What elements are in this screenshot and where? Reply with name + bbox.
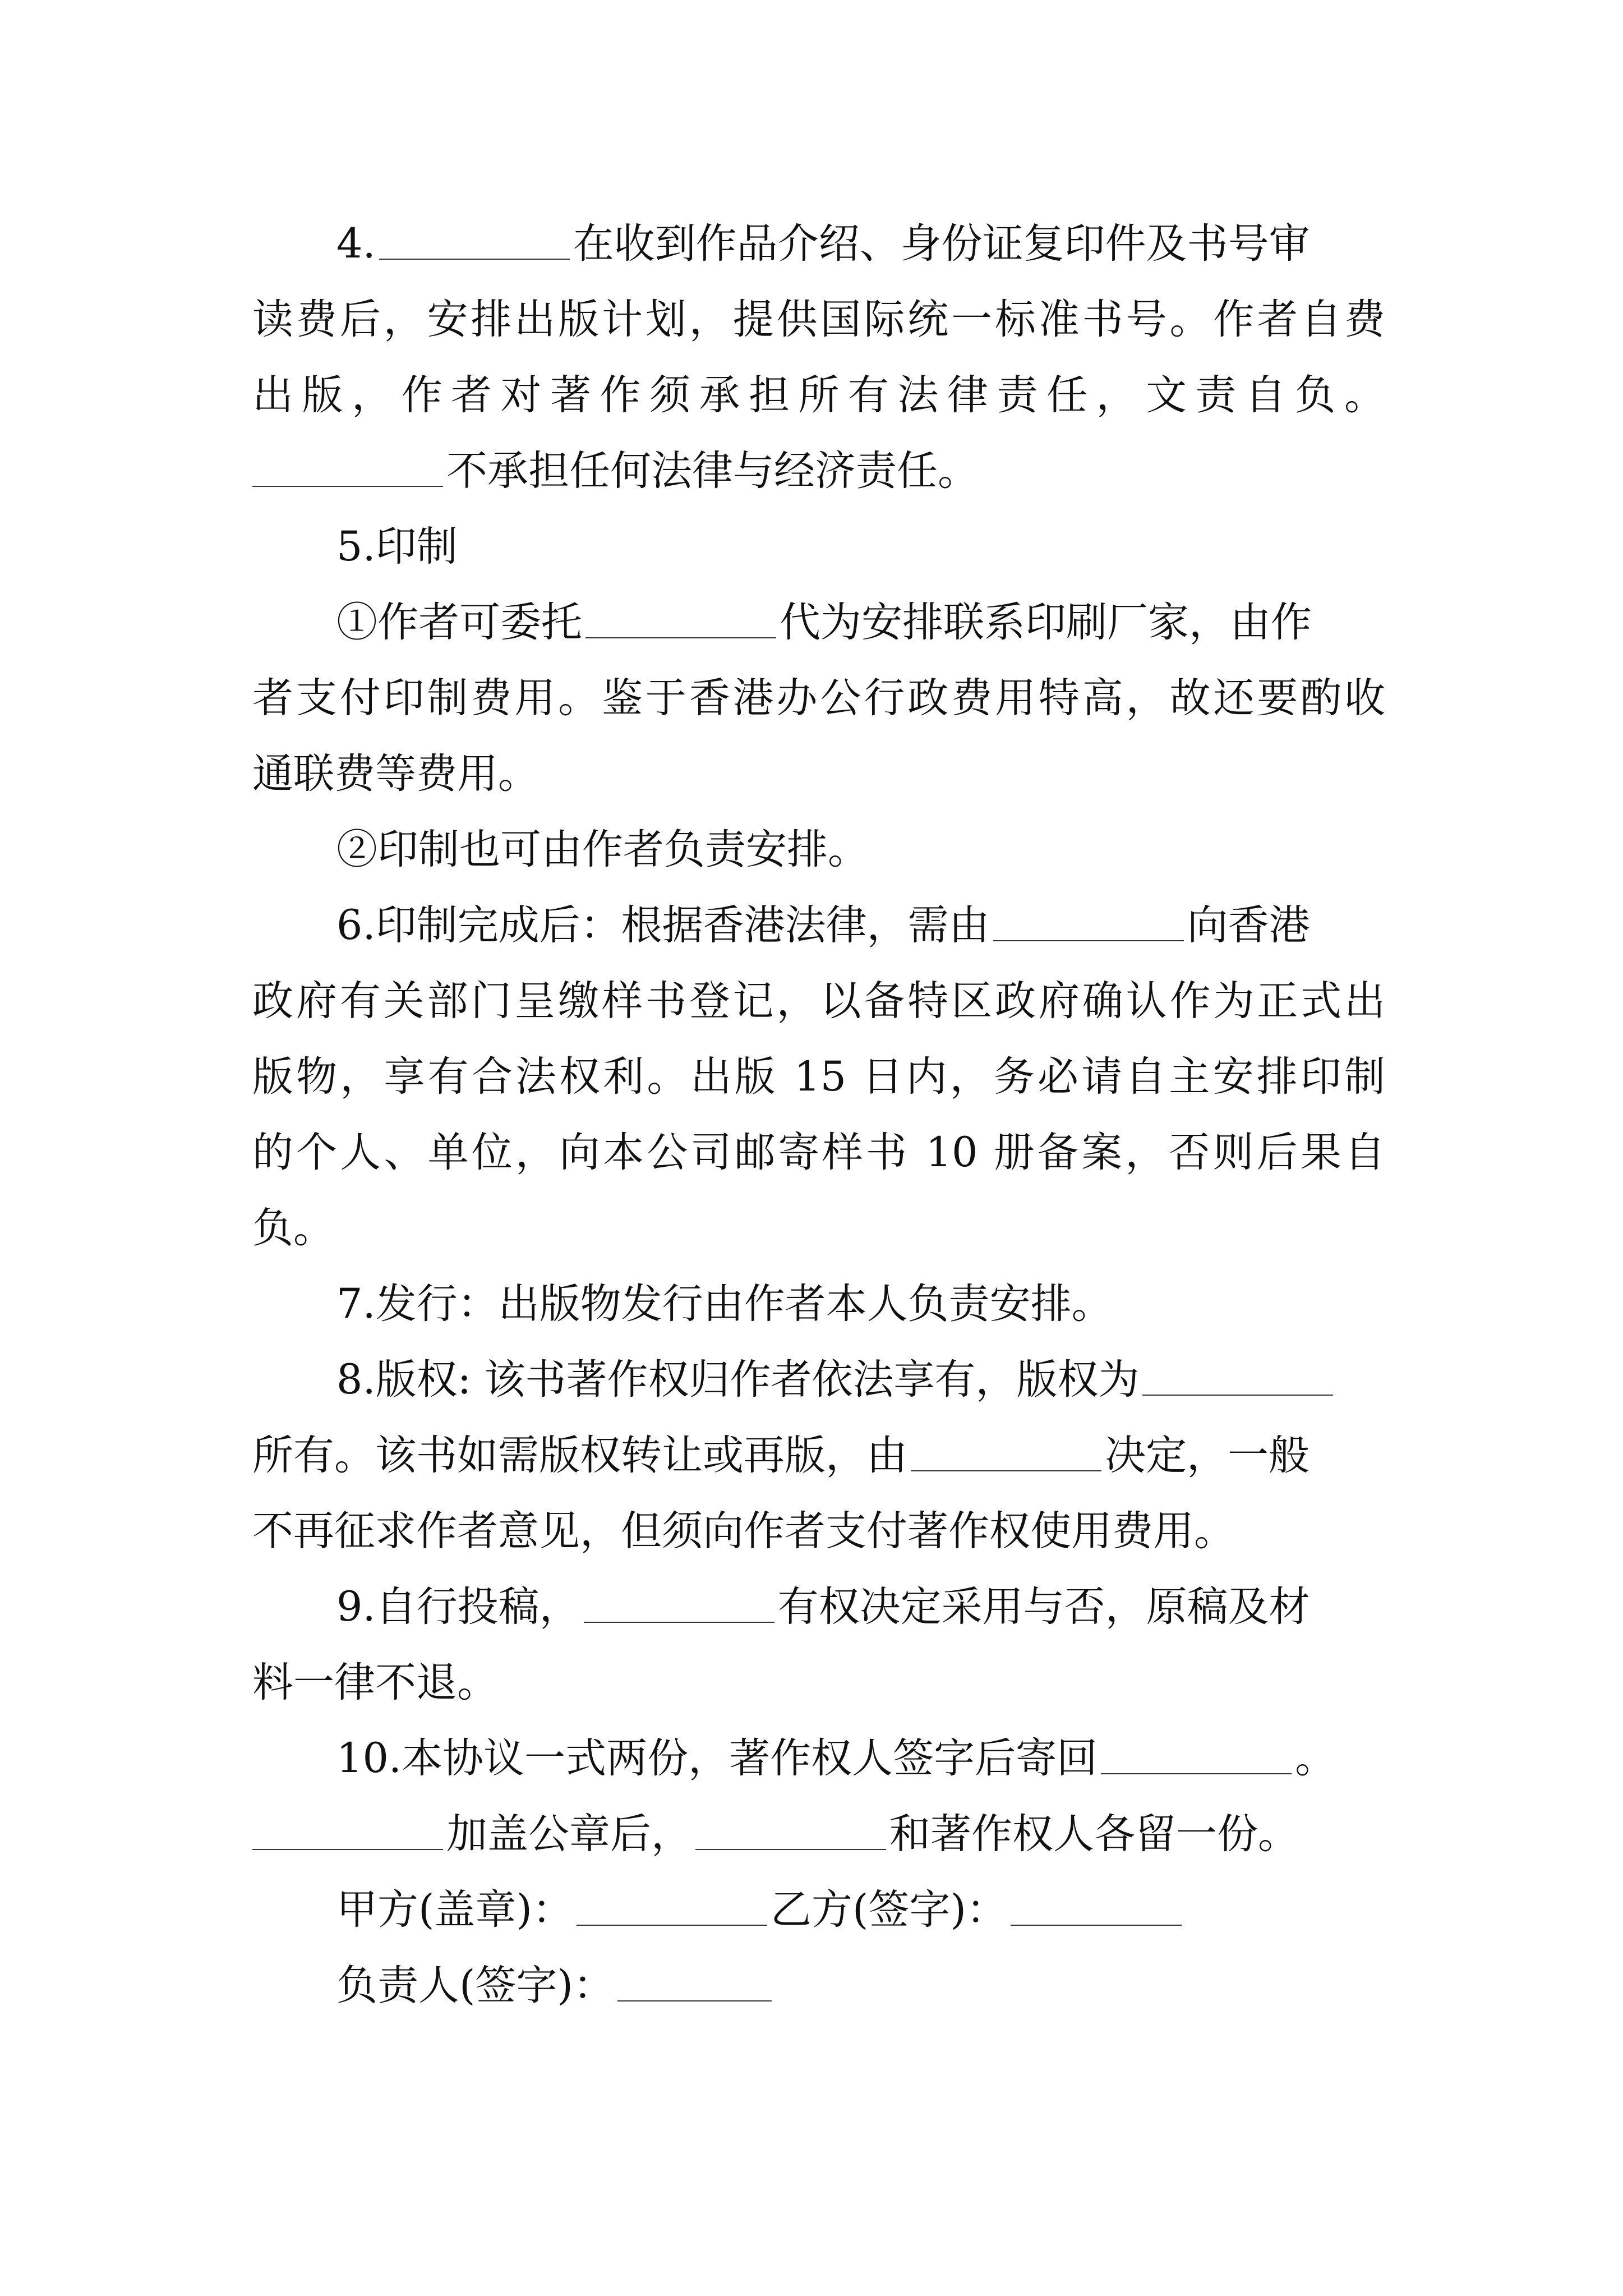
paragraph-10-line-1: 10.本协议一式两份，著作权人签字后寄回 。 xyxy=(336,1734,1336,1782)
section-5-item-1-line-3: 通联费等费用。 xyxy=(252,750,539,798)
party-b-label: 乙方(签字)： xyxy=(770,1886,1007,1934)
responsible-signature-field xyxy=(617,1967,772,2001)
paragraph-4-line-1: 4. 在收到作品介绍、身份证复印件及书号审 xyxy=(336,220,1310,268)
section-5-item-2: ②印制也可由作者负责安排。 xyxy=(336,826,869,873)
paragraph-6-line-4: 的个人、单位，向本公司邮寄样书 10 册备案，否则后果自 xyxy=(252,1129,1385,1176)
paragraph-8-line-2: 所有。该书如需版权转让或再版，由 决定，一般 xyxy=(252,1432,1310,1479)
paragraph-4-line-2: 读费后，安排出版计划，提供国际统一标准书号。作者自费 xyxy=(252,296,1385,343)
signature-line-responsible xyxy=(336,1958,1385,2014)
blank-field xyxy=(252,452,443,487)
section-5-item-1-line-1: ①作者可委托 代为安排联系印刷厂家，由作 xyxy=(336,599,1312,646)
blank-field xyxy=(911,1437,1101,1471)
paragraph-8-line-1: 8.版权: 该书著作权归作者依法享有，版权为 xyxy=(336,1352,1385,1408)
paragraph-7: 7.发行：出版物发行由作者本人负责安排。 xyxy=(336,1280,1113,1328)
blank-field xyxy=(1142,1361,1333,1396)
paragraph-9-line-2: 料一律不退。 xyxy=(252,1659,498,1706)
paragraph-4-line-4: 不承担任何法律与经济责任。 xyxy=(252,443,1385,499)
blank-field xyxy=(379,225,570,260)
paragraph-10-line-2: 加盖公章后， 和著作权人各留一份。 xyxy=(252,1806,1385,1862)
paragraph-8-line-3: 不再征求作者意见，但须向作者支付著作权使用费用。 xyxy=(252,1507,1235,1555)
paragraph-9-line-1: 9.自行投稿， 有权决定采用与否，原稿及材 xyxy=(336,1583,1310,1631)
blank-field xyxy=(1101,1740,1292,1774)
blank-field xyxy=(695,1815,886,1850)
section-5-title: 5.印制 xyxy=(336,523,458,570)
paragraph-6-line-3: 版物，享有合法权利。出版 15 日内，务必请自主安排印制 xyxy=(252,1053,1385,1101)
party-b-signature-field xyxy=(1011,1891,1182,1926)
party-a-label: 甲方(盖章)： xyxy=(336,1886,573,1934)
party-a-seal-field xyxy=(577,1891,767,1926)
paragraph-6-line-2: 政府有关部门呈缴样书登记，以备特区政府确认作为正式出 xyxy=(252,977,1385,1025)
blank-field xyxy=(584,1588,774,1623)
paragraph-4-line-3: 出版，作者对著作须承担所有法律责任，文责自负。 xyxy=(252,371,1385,419)
paragraph-6-line-5: 负。 xyxy=(252,1204,334,1252)
blank-field xyxy=(585,604,776,638)
paragraph-6-line-1: 6.印制完成后：根据香港法律，需由 向香港 xyxy=(336,901,1310,949)
blank-field xyxy=(252,1815,443,1850)
signature-line-parties xyxy=(336,1882,1385,1938)
section-5-item-1-line-2: 者支付印制费用。鉴于香港办公行政费用特高，故还要酌收 xyxy=(252,674,1385,722)
blank-field xyxy=(993,907,1184,941)
responsible-person-label: 负责人(签字)： xyxy=(336,1962,614,2009)
clause-number: 4. xyxy=(336,220,376,268)
